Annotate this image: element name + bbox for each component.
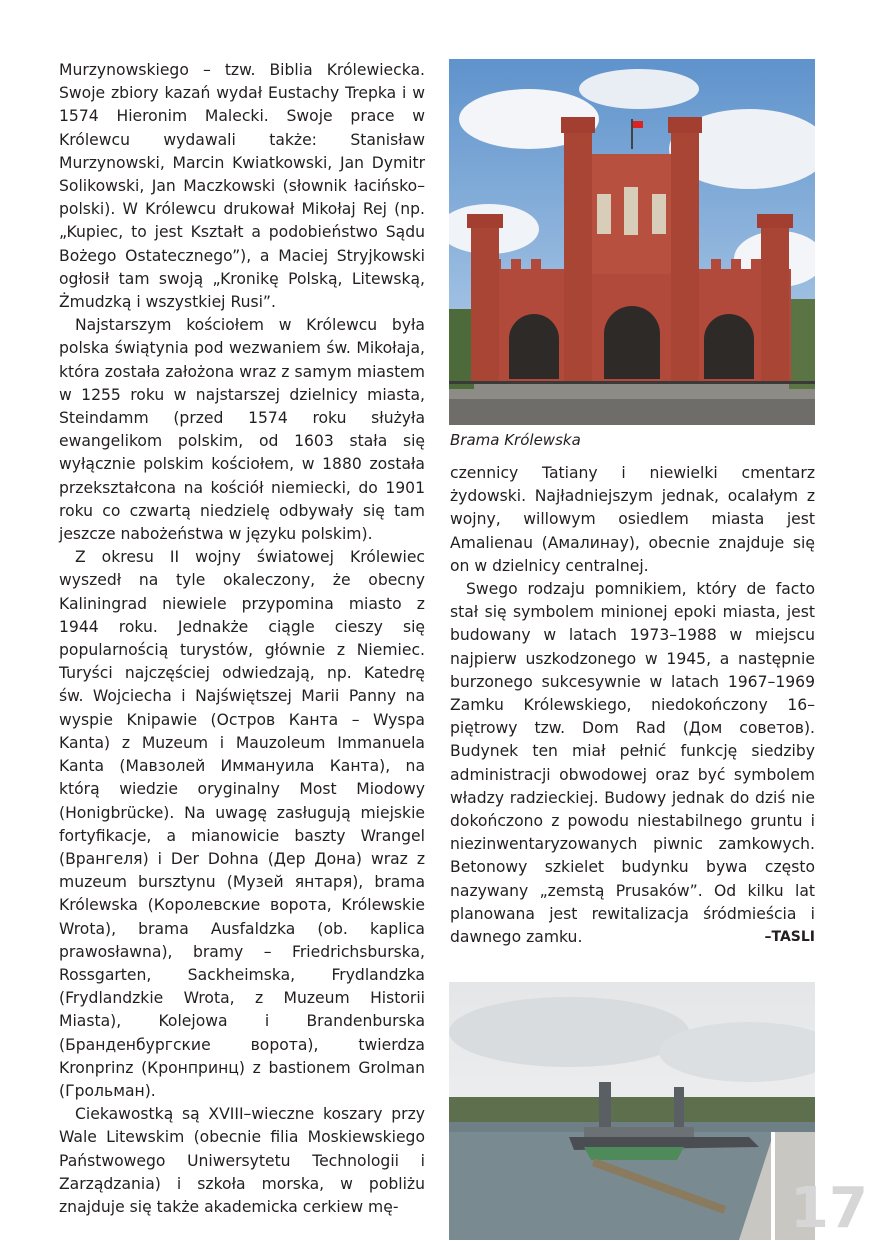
paragraph [450, 578, 815, 949]
paragraph: Najstarszym kościołem w Królewcu była polska świątynia pod wezwaniem św. Mikołaja, która została założona wraz z samym miastem w 1255 roku w najstarszej dzielnicy miasta, Steindamm (przed 1574 roku służyła ewangelikom polskim, od 1603 stała się wyłącznie polskim kościołem, w 1880 została przekształcona na kościół niemiecki, do 1901 roku co czwartą niedzielę odbywały się tam jeszcze nabożeństwa w języku polskim). [59, 316, 425, 544]
paragraph: Ciekawostką są XVIII–wieczne koszary przy Wale Litewskim (obecnie filia Moskiewskiego Państwowego Uniwersytetu Technologii i Zarządzania) i szkoła morska, w pobliżu znajduje się także akademicka cerkiew mę- [59, 1105, 425, 1216]
paragraph-text: Swego rodzaju pomnikiem, który de facto stał się symbolem minionej epoki miasta, jest budowany w latach 1973–1988 w miejscu najpierw uszkodzonego w 1945, a następnie burzonego sukcesywnie w latach 1967–1969 Zamku Królewskiego, niedokończony 16–piętrowy tzw. Dom Rad (Дом советов). Budynek ten miał pełnić funkcję siedziby administracji obwodowej oraz być symbolem władzy radzieckiej. Budowy jednak do dziś nie dokończono z powodu niestabilnego gruntu i niezinwentaryzowanych piwnic zamkowych. Betonowy szkielet budynku bywa często nazywany „zemstą Prusaków”. Od kilku lat planowana jest rewitalizacja śródmieścia i dawnego zamku. [450, 580, 815, 947]
paragraph: Murzynowskiego – tzw. Biblia Królewiecka. Swoje zbiory kazań wydał Eustachy Trepka i w 1574 Hieronim Malecki. Swoje prace w Królewcu wydawali także: Stanisław Murzynowski, Marcin Kwiatkowski, Jan Dymitr Solikowski, Jan Maczkowski (słownik łacińsko–polski). W Królewcu drukował Mikołaj Rej (np. „Kupiec, to jest Kształt a podobieństwo Sądu Bożego Ostatecznego”), a Maciej Stryjkowski ogłosił tam swoją „Kronikę Polską, Litewską, Żmudzką i wszystkiej Rusi”. [59, 61, 425, 312]
photo-caption: Brama Królewska [450, 431, 581, 449]
left-text-column [59, 59, 425, 1219]
author-signature: –TASLI [764, 929, 815, 946]
photo-brama-krolewska [449, 59, 815, 425]
right-text-column [450, 462, 815, 949]
harbor-illustration [449, 982, 815, 1240]
photo-harbor [449, 982, 815, 1240]
gate-illustration [449, 59, 815, 425]
paragraph: czennicy Tatiany i niewielki cmentarz żydowski. Najładniejszym jednak, ocalałym z wojny, willowym osiedlem miasta jest Amalienau (Амалинау), obecnie znajduje się on w dzielnicy centralnej. [450, 464, 815, 575]
page-number: 17 [790, 1176, 868, 1241]
paragraph: Z okresu II wojny światowej Królewiec wyszedł na tyle okaleczony, że obecny Kaliningrad niewiele przypomina miasto z 1944 roku. Jednakże ciągle cieszy się popularnością turystów, głównie z Niemiec. Turyści najczęściej odwiedzają, np. Katedrę św. Wojciecha i Najświętszej Marii Panny na wyspie Knipawie (Остров Канта – Wyspa Kanta) z Muzeum i Mauzoleum Immanuela Kanta (Мавзолей Иммануила Канта), na którą wiedzie oryginalny Most Miodowy (Honigbrücke). Na uwagę zasługują miejskie fortyfikacje, a mianowicie baszty Wrangel (Врангеля) i Der Dohna (Дер Дона) wraz z muzeum bursztynu (Музей янтаря), brama Królewska (Королевские ворота, Królewskie Wrota), brama Ausfaldzka (ob. kaplica prawosławna), bramy – Friedrichsburska, Rossgarten, Sackheimska, Frydlandzka (Frydlandzkie Wrota, z Muzeum Historii Miasta), Kolejowa i Brandenburska (Бранденбургские ворота), twierdza Kronprinz (Кронпринц) z bastionem Grolman (Грольман). [59, 548, 425, 1100]
